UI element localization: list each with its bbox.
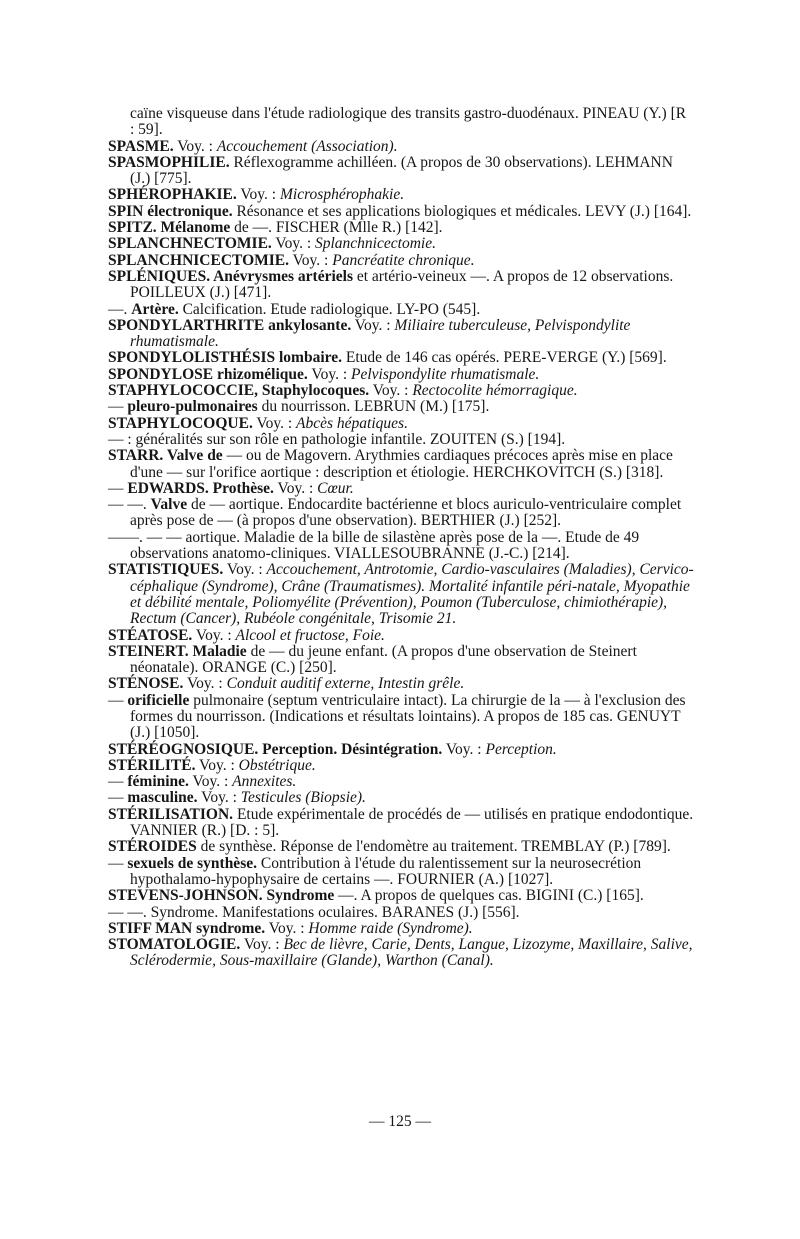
index-entry [108,253,694,269]
entry-text: Voy. : [265,919,309,937]
index-entry [108,187,694,203]
entry-text: — [108,398,128,416]
index-entry [108,888,694,904]
entry-reference: Pelvispondylite rhumatismale. [351,365,540,383]
index-entry [108,693,694,742]
index-entry [108,644,694,677]
entry-reference: Abcès hépatiques. [296,414,408,432]
entry-reference: Alcool et fructose, Foie. [235,626,385,644]
index-entry [108,905,694,921]
index-entry [108,220,694,236]
entry-reference: Obstétrique. [238,756,316,774]
index-entry [108,204,694,220]
index-entry [108,676,694,692]
entry-heading: féminine. [127,773,189,791]
entry-heading: STARR. Valve de [108,447,223,465]
entry-heading: STÉROIDES [108,838,197,856]
index-entry [108,318,694,351]
entry-text: — [108,854,128,872]
index-entry [108,383,694,399]
entry-heading: SPASMOPHILIE. [108,153,230,171]
entry-text: Voy. : [236,186,280,204]
index-entry [108,155,694,188]
index-page-body [108,106,694,970]
entry-text: Voy. : [192,626,236,644]
index-entry [108,367,694,383]
index-entry [108,839,694,855]
entry-reference: Bec de lièvre, Carie, Dents, Langue, Lizozyme, Maxillaire, Salive, Sclérodermie, Sous-maxillaire (Glande), Warthon (Canal). [130,936,693,970]
entry-text: de —. FISCHER (Mlle R.) [142]. [230,219,443,237]
entry-text: Etude expérimentale de procédés de — utilisés en pratique endodontique. VANNIER (R.) [D. : 5]. [130,805,694,840]
entry-text: Etude de 146 cas opérés. PERE-VERGE (Y.) [569]. [342,349,667,367]
entry-reference: Accouchement (Association). [216,137,398,155]
entry-heading: Artère. [131,300,179,318]
index-entry [108,628,694,644]
index-entry [108,497,694,530]
entry-reference: Accouchement, Antrotomie, Cardio-vasculaires (Maladies), Cervico-céphalique (Syndrome), Crâne (Traumatismes). Mortalité infantile péri-natale, Myopathie et débilité mentale, Poliomyélite (Prévention), Poumon (Tuberculose, chimiothérapie), Rectum (Cancer), Rubéole congénitale, Trisomie 21. [130,561,694,628]
entry-heading: SPITZ. Mélanome [108,219,231,237]
index-entry [108,350,694,366]
entry-reference: Miliaire tuberculeuse, Pelvispondylite rhumatismale. [130,316,631,351]
entry-text: — [108,789,128,807]
index-entry [108,790,694,806]
entry-reference: Testicules (Biopsie). [240,789,366,807]
index-entry [108,807,694,840]
index-entry [108,236,694,252]
entry-text: Réflexogramme achilléen. (A propos de 30 observations). LEHMANN (J.) [775]. [130,153,673,188]
entry-text: de synthèse. Réponse de l'endomètre au traitement. TREMBLAY (P.) [789]. [196,838,671,856]
entry-heading: STATISTIQUES. [108,561,224,579]
entry-text: pulmonaire (septum ventriculaire intact). La chirurgie de la — à l'exclusion des formes du nourrisson. (Indications et résultats lointains). A propos de 185 cas. GENUYT (J.) [1050]. [130,691,686,742]
entry-text: — [108,773,128,791]
entry-heading: STÉRILITÉ. [108,756,196,774]
index-entry [108,758,694,774]
entry-text: de — du jeune enfant. (A propos d'une observation de Steinert néonatale). ORANGE (C.) [250]. [130,642,637,677]
entry-text: Voy. : [197,789,241,807]
entry-reference: Cœur. [317,479,354,497]
entry-reference: Homme raide (Syndrome). [308,919,473,937]
entry-heading: STÉRÉOGNOSIQUE. Perception. Désintégration. [108,740,443,758]
entry-text: —. A propos de quelques cas. BIGINI (C.) [165]. [334,887,644,905]
entry-heading: orificielle [127,691,190,709]
entry-text: Voy. : [195,756,239,774]
index-entry [108,921,694,937]
entry-reference: Annexites. [232,773,297,791]
entry-text: Voy. : [307,365,352,383]
entry-heading: STAPHYLOCOCCIE, Staphylocoques. [108,382,370,400]
entry-text: Voy. : [173,137,217,155]
entry-heading: SPHÉROPHAKIE. [108,186,237,204]
entry-text: Voy. : [223,561,267,579]
entry-text: Voy. : [442,740,486,758]
entry-heading: SPONDYLOSE rhizomélique. [108,365,308,383]
entry-heading: STOMATOLOGIE. [108,936,241,954]
index-entry [108,269,694,302]
entry-text: Voy. : [289,251,333,269]
entry-text: Voy. : [351,316,395,334]
entry-heading: EDWARDS. Prothèse. [127,479,274,497]
entry-text: — ou de Magovern. Arythmies cardiaques précoces après mise en place d'une — sur l'orifice aortique : description et étiologie. HERCHKOVITCH (S.) [318]. [130,447,673,481]
index-entry [108,530,694,563]
index-entry [108,106,694,139]
entry-heading: STÉATOSE. [108,626,193,644]
entry-text: — —. [108,496,151,514]
entry-reference: Rectocolite hémorragique. [412,382,578,400]
entry-heading: SPONDYLOLISTHÉSIS lombaire. [108,349,342,367]
index-entry [108,742,694,758]
entry-heading: STÉNOSE. [108,675,184,693]
entry-heading: SPLANCHNICECTOMIE. [108,251,290,269]
index-entry [108,937,694,970]
entry-heading: SPIN électronique. [108,202,233,220]
page-number: — 125 — [369,1113,431,1130]
entry-text: — [108,479,128,497]
entry-heading: STEINERT. Maladie [108,642,247,660]
entry-text: — : généralités sur son rôle en pathologie infantile. ZOUITEN (S.) [194]. [108,430,566,448]
entry-reference: Microsphérophakie. [279,186,405,204]
index-entry [108,139,694,155]
index-entry [108,448,694,481]
entry-reference: Pancréatite chronique. [332,251,475,269]
index-entry [108,774,694,790]
entry-heading: pleuro-pulmonaires [127,398,258,416]
entry-heading: STÉRILISATION. [108,805,234,823]
entry-text: et artério-veineux —. A propos de 12 observations. POILLEUX (J.) [471]. [130,267,674,302]
entry-text: Voy. : [273,479,318,497]
entry-heading: STEVENS-JOHNSON. Syndrome [108,887,335,905]
entry-text: de — aortique. Endocardite bactérienne et blocs auriculo-ventriculaire complet après pose de — (à propos d'une observation). BERTHIER (J.) [252]. [130,496,682,530]
entry-heading: STAPHYLOCOQUE. [108,414,253,432]
index-entry [108,432,694,448]
index-entry [108,302,694,318]
entry-text: —. [108,300,132,318]
entry-heading: STIFF MAN syndrome. [108,919,266,937]
entry-text: — —. Syndrome. Manifestations oculaires. BARANES (J.) [556]. [108,903,520,921]
entry-heading: SPLÉNIQUES. Anévrysmes artériels [108,267,353,285]
entry-reference: Splanchnicectomie. [315,235,436,253]
index-entry [108,416,694,432]
entry-text: Résonance et ses applications biologiques et médicales. LEVY (J.) [164]. [232,202,692,220]
entry-text: caïne visqueuse dans l'étude radiologique des transits gastro-duodénaux. PINEAU (Y.) [R : 59]. [130,105,687,139]
entry-text: Voy. : [183,675,227,693]
index-entry [108,481,694,497]
index-entry [108,562,694,627]
entry-text: Voy. : [252,414,297,432]
entry-reference: Conduit auditif externe, Intestin grêle. [226,675,465,693]
entry-heading: SPONDYLARTHRITE ankylosante. [108,316,352,334]
entry-text: — [108,691,128,709]
entry-heading: SPASME. [108,137,174,155]
entry-text: Voy. : [271,235,315,253]
entry-text: du nourrisson. LEBRUN (M.) [175]. [257,398,490,416]
entry-reference: Perception. [485,740,557,758]
entry-heading: masculine. [127,789,198,807]
entry-text: ——. — — aortique. Maladie de la bille de silastène après pose de la —. Etude de 49 observations anatomo-cliniques. VIALLESOUBRANNE (J.-C.) [214]. [108,528,640,563]
entry-text: Voy. : [240,936,284,954]
index-entry [108,399,694,415]
entry-text: Voy. : [369,382,413,400]
entry-text: Contribution à l'étude du ralentissement sur la neurosecrétion hypothalamo-hypophysaire de certains —. FOURNIER (A.) [1027]. [130,854,642,888]
entry-heading: Valve [150,496,188,514]
entry-heading: SPLANCHNECTOMIE. [108,235,272,253]
entry-text: Voy. : [188,773,233,791]
entry-text: Calcification. Etude radiologique. LY-PO (545]. [178,300,481,318]
index-entry [108,856,694,889]
entry-heading: sexuels de synthèse. [127,854,257,872]
